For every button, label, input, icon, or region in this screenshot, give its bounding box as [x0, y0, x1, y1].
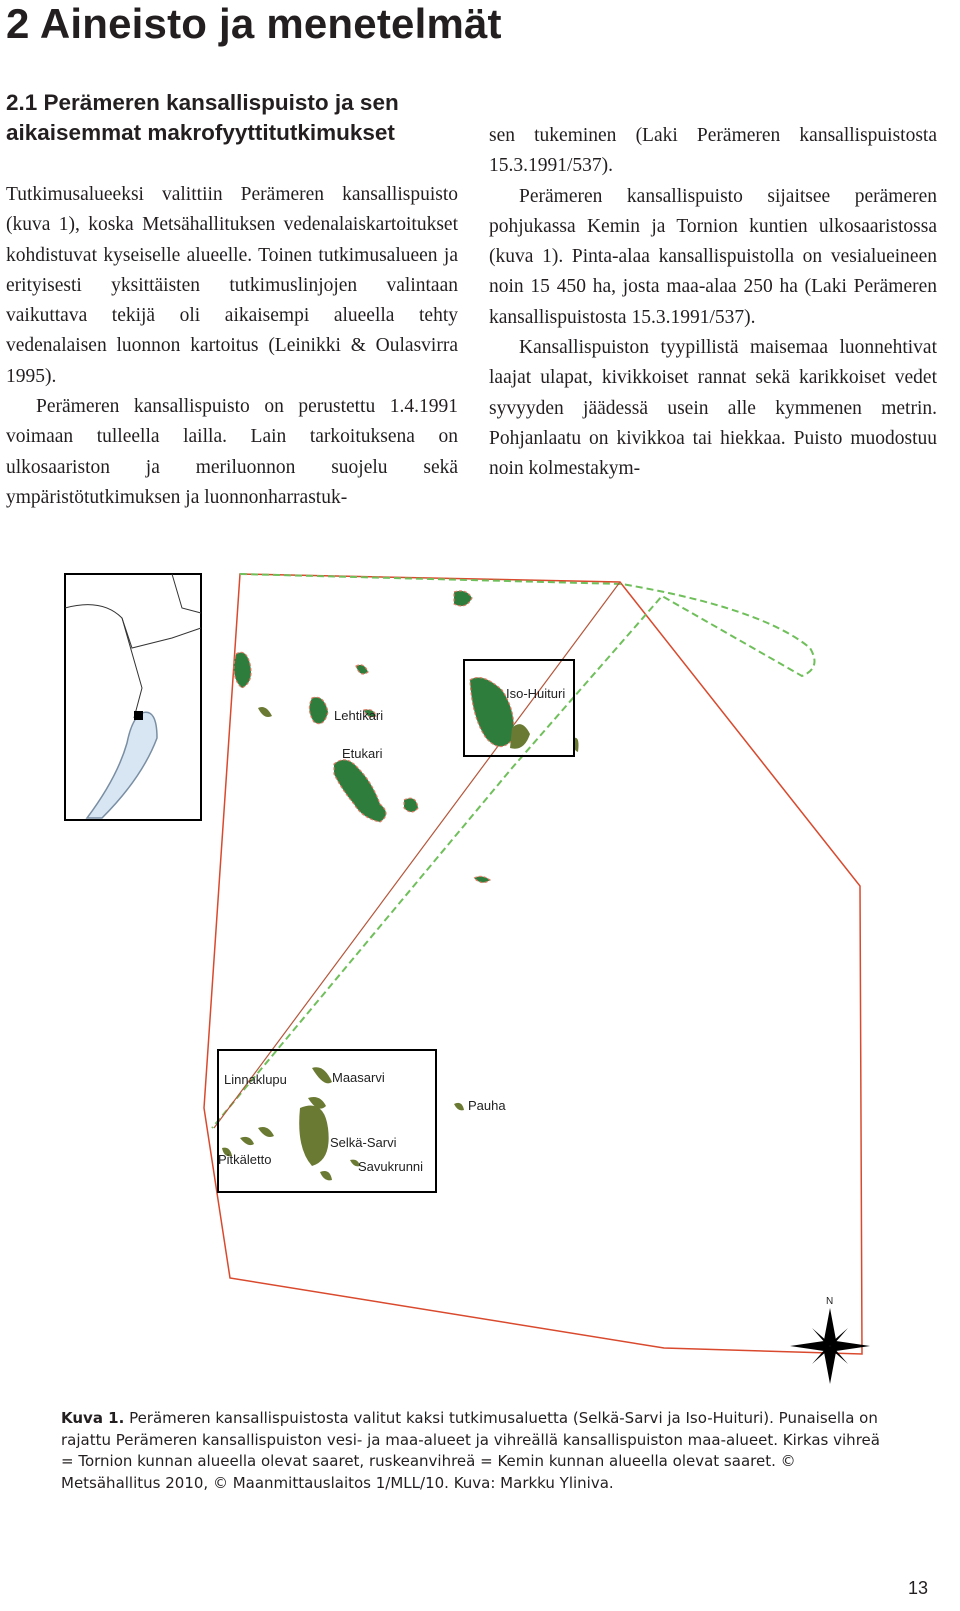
map-label-maasarvi: Maasarvi	[332, 1070, 385, 1085]
page-heading: 2 Aineisto ja menetelmät	[6, 0, 502, 47]
kemi-islands	[222, 707, 579, 1180]
map-label-savukrunni: Savukrunni	[358, 1159, 424, 1174]
compass-rose-icon	[790, 1296, 870, 1384]
map-label-pitkaletto: Pitkäletto	[218, 1152, 272, 1167]
figure-caption	[61, 1408, 891, 1494]
national-park-map	[62, 568, 938, 1400]
map-label-linnaklupu: Linnaklupu	[224, 1072, 287, 1087]
map-label-lehtikari: Lehtikari	[334, 708, 384, 723]
page-number: 13	[908, 1578, 929, 1598]
caption-text: Perämeren kansallispuistosta valitut kaksi tutkimusaluetta (Selkä-Sarvi ja Iso-Huituri). Punaisella on rajattu Perämeren kansallispuiston vesi- ja maa-alueet ja vihreällä kansallispuiston maa-alueet. Kirkas vihreä = Tornion kunnan alueella olevat saaret, ruskeanvihreä = Kemin kunnan alueella olevat saaret. © Metsähallitus 2010, © Maanmittauslaitos 1/MLL/10. Kuva: Markku Yliniva.	[61, 1409, 880, 1492]
caption-lead: Kuva 1.	[61, 1409, 125, 1427]
paragraph: Perämeren kansallispuisto sijaitsee perämeren pohjukassa Kemin ja Tornion kuntien ulkosaaristossa (kuva 1). Pinta-alaa kansallispuistolla on vesialueineen noin 15 450 ha, josta maa-alaa 250 ha (Laki Perämeren kansallispuistosta 15.3.1991/537).	[489, 185, 937, 328]
paragraph: Kansallispuiston tyypillistä maisemaa luonnehtivat laajat ulapat, kivikkoiset rannat sekä karikkoiset vedet syvyyden jäädessä usein alle kymmenen metrin. Pohjanlaatu on kivikkoa tai hiekkaa. Puisto muodostuu noin kolmestakym-	[489, 337, 937, 480]
tornio-islands	[234, 591, 514, 883]
section-heading: 2.1 Perämeren kansallispuisto ja sen aikaisemmat makrofyyttitutkimukset	[6, 90, 399, 145]
locator-inset-map	[65, 574, 201, 820]
land-area-outline	[212, 574, 815, 1128]
paragraph: Perämeren kansallispuisto on perustettu 1.4.1991 voimaan tulleella lailla. Lain tarkoituksena on ulkosaariston ja meriluonnon suojelu sekä ympäristötutkimuksen ja luonnonharrastuk-	[6, 396, 458, 508]
map-label-selka-sarvi: Selkä-Sarvi	[330, 1135, 397, 1150]
right-text-column	[489, 121, 937, 485]
map-label-etukari: Etukari	[342, 746, 383, 761]
map-label-pauha: Pauha	[468, 1098, 506, 1113]
map-label-iso-huituri: Iso-Huituri	[506, 686, 566, 701]
north-label: N	[826, 1296, 834, 1307]
municipal-border-line	[214, 582, 620, 1128]
paragraph: Tutkimusalueeksi valittiin Perämeren kansallispuisto (kuva 1), koska Metsähallituksen vedenalaiskartoitukset kohdistuvat kyseiselle alueelle. Toinen tutkimusalueen ja erityisesti yksittäisten tutkimuslinjojen valintaan vaikuttava tekijä oli aikaisempi alueella tehty vedenalaisen luonnon kartoitus (Leinikki & Oulasvirra 1995).	[6, 184, 458, 387]
left-text-column	[6, 180, 458, 513]
paragraph: sen tukeminen (Laki Perämeren kansallispuistosta 15.3.1991/537).	[489, 125, 937, 177]
